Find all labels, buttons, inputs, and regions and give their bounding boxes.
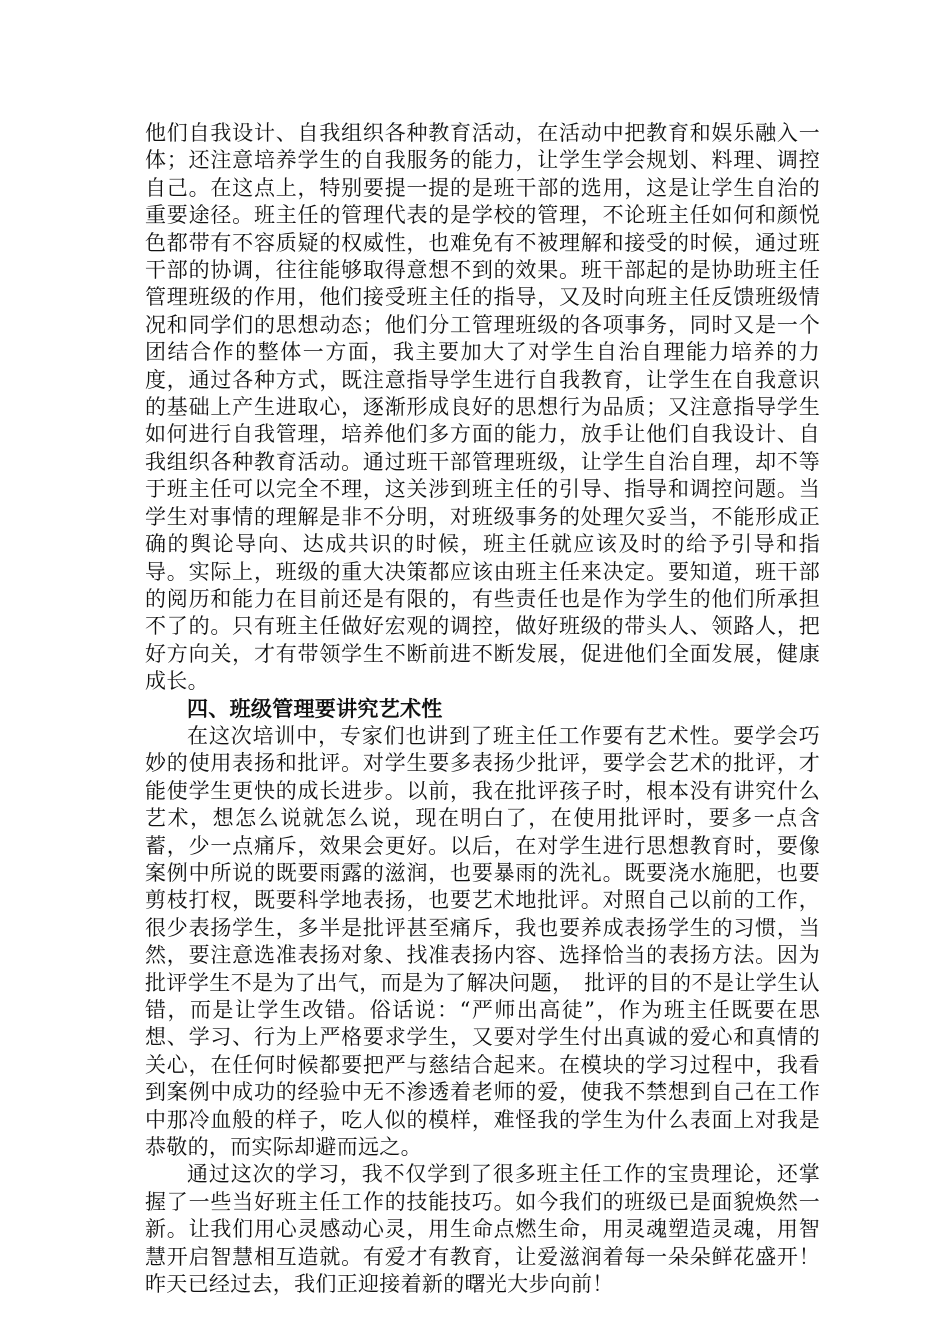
body-paragraph: 在这次培训中，专家们也讲到了班主任工作要有艺术性。要学会巧妙的使用表扬和批评。对学生要多表扬少批评，要学会艺术的批评，才能使学生更快的成长进步。以前，我在批评孩子时，根本没有讲究什么艺术，想怎么说就怎么说，现在明白了，在使用批评时，要多一点含蓄，少一点痛斥，效果会更好。以后，在对学生进行思想教育时，要像案例中所说的既要雨露的滋润，也要暴雨的洗礼。既要浇水施肥，也要剪枝打杈，既要科学地表扬，也要艺术地批评。对照自己以前的工作，很少表扬学生，多半是批评甚至痛斥，我也要养成表扬学生的习惯，当然，要注意选准表扬对象、找准表扬内容、选择恰当的表扬方法。因为批评学生不是为了出气，而是为了解决问题， 批评的目的不是让学生认错，而是让学生改错。俗话说：“严师出高徒”，作为班主任既要在思想、学习、行为上严格要求学生，又要对学生付出真诚的爱心和真情的关心，在任何时候都要把严与慈结合起来。在模块的学习过程中，我看到案例中成功的经验中无不渗透着老师的爱，使我不禁想到自己在工作中那冷血般的样子，吃人似的模样，难怪我的学生为什么表面上对我是恭敬的，而实际却避而远之。: [145, 723, 820, 1160]
body-paragraph: 通过这次的学习，我不仅学到了很多班主任工作的宝贵理论，还掌握了一些当好班主任工作的技能技巧。如今我们的班级已是面貌焕然一新。让我们用心灵感动心灵，用生命点燃生命，用灵魂塑造灵魂，用智慧开启智慧相互造就。有爱才有教育，让爱滋润着每一朵朵鲜花盛开！昨天已经过去，我们正迎接着新的曙光大步向前！: [145, 1162, 820, 1297]
section-heading: 四、班级管理要讲究艺术性: [187, 696, 443, 721]
document-body: [145, 120, 820, 1298]
body-paragraph: 他们自我设计、自我组织各种教育活动，在活动中把教育和娱乐融入一体；还注意培养学生的自我服务的能力，让学生学会规划、料理、调控自己。在这点上，特别要提一提的是班干部的选用，这是让学生自治的重要途径。班主任的管理代表的是学校的管理，不论班主任如何和颜悦色都带有不容质疑的权威性，也难免有不被理解和接受的时候，通过班干部的协调，往往能够取得意想不到的效果。班干部起的是协助班主任管理班级的作用，他们接受班主任的指导，又及时向班主任反馈班级情况和同学们的思想动态；他们分工管理班级的各项事务，同时又是一个团结合作的整体一方面，我主要加大了对学生自治自理能力培养的力度，通过各种方式，既注意指导学生进行自我教育，让学生在自我意识的基础上产生进取心，逐渐形成良好的思想行为品质；又注意指导学生如何进行自我管理，培养他们多方面的能力，放手让他们自我设计、自我组织各种教育活动。通过班干部管理班级，让学生自治自理，却不等于班主任可以完全不理，这关涉到班主任的引导、指导和调控问题。当学生对事情的理解是非不分明，对班级事务的处理欠妥当，不能形成正确的舆论导向、达成共识的时候，班主任就应该及时的给予引导和指导。实际上，班级的重大决策都应该由班主任来决定。要知道，班干部的阅历和能力在目前还是有限的，有些责任也是作为学生的他们所承担不了的。只有班主任做好宏观的调控，做好班级的带头人、领路人，把好方向关，才有带领学生不断前进不断发展，促进他们全面发展，健康成长。: [145, 121, 820, 694]
